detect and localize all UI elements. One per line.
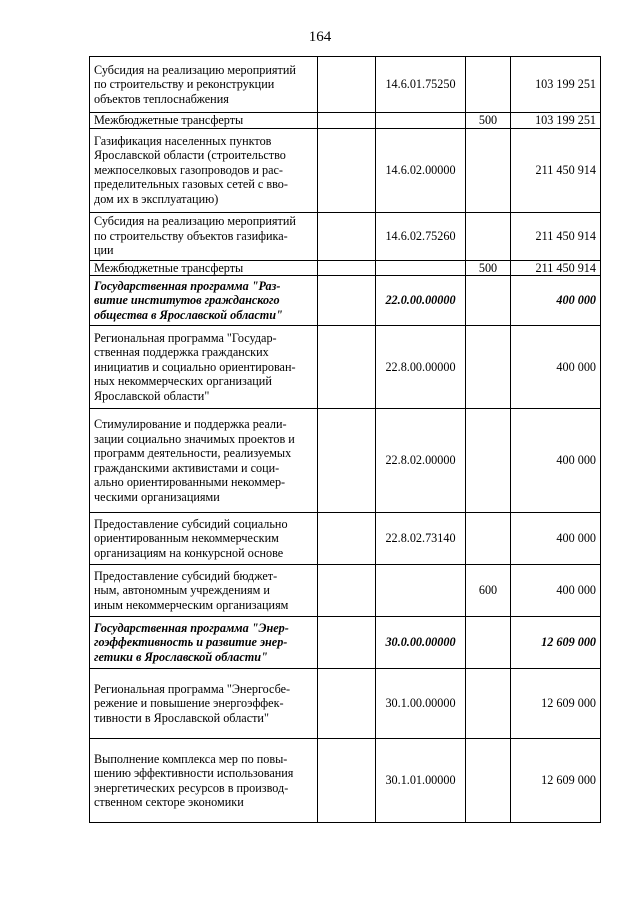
- page-number: 164: [308, 29, 332, 45]
- cell-name: Субсидия на реализацию мероприятий по строительству и реконструкции объектов теплоснабжения: [90, 57, 318, 113]
- cell-blank: [318, 617, 376, 669]
- budget-table: [89, 56, 601, 823]
- cell-code: 22.8.02.73140: [376, 513, 466, 565]
- cell-type: [466, 617, 511, 669]
- cell-sum: 12 609 000: [511, 617, 601, 669]
- cell-blank: [318, 212, 376, 260]
- cell-type: [466, 128, 511, 212]
- cell-name: Предоставление субсидий социально ориентированным некоммерческим организациям на конкурсной основе: [90, 513, 318, 565]
- cell-sum: 400 000: [511, 513, 601, 565]
- table-row: [90, 739, 601, 823]
- cell-blank: [318, 276, 376, 326]
- cell-sum: 103 199 251: [511, 113, 601, 129]
- cell-sum: 211 450 914: [511, 212, 601, 260]
- cell-name: Стимулирование и поддержка реали- зации социально значимых проектов и программ деятельности, реализуемых гражданскими активистами и соци- ально ориентированными некоммер- ческими организациями: [90, 409, 318, 513]
- cell-blank: [318, 669, 376, 739]
- cell-blank: [318, 565, 376, 617]
- cell-sum: 103 199 251: [511, 57, 601, 113]
- cell-type: [466, 326, 511, 409]
- cell-blank: [318, 260, 376, 276]
- cell-code: [376, 113, 466, 129]
- table-row: [90, 409, 601, 513]
- cell-name: Выполнение комплекса мер по повы- шению эффективности использования энергетических ресурсов в производ- ственном секторе экономики: [90, 739, 318, 823]
- cell-blank: [318, 409, 376, 513]
- table-row: [90, 513, 601, 565]
- cell-code: 14.6.02.00000: [376, 128, 466, 212]
- cell-name: Региональная программа "Энергосбе- режение и повышение энергоэффек- тивности в Ярославской области": [90, 669, 318, 739]
- cell-code: 30.0.00.00000: [376, 617, 466, 669]
- cell-name: Субсидия на реализацию мероприятий по строительству объектов газифика- ции: [90, 212, 318, 260]
- table-row: [90, 128, 601, 212]
- cell-sum: 211 450 914: [511, 260, 601, 276]
- cell-type: [466, 409, 511, 513]
- cell-name: Межбюджетные трансферты: [90, 113, 318, 129]
- table-row: [90, 57, 601, 113]
- cell-sum: 400 000: [511, 565, 601, 617]
- cell-blank: [318, 739, 376, 823]
- cell-sum: 12 609 000: [511, 739, 601, 823]
- cell-blank: [318, 513, 376, 565]
- table-row: [90, 260, 601, 276]
- table-row: [90, 669, 601, 739]
- cell-sum: 211 450 914: [511, 128, 601, 212]
- budget-table-body: [90, 57, 601, 823]
- table-row: [90, 212, 601, 260]
- table-row: [90, 276, 601, 326]
- cell-code: 22.8.02.00000: [376, 409, 466, 513]
- cell-code: [376, 260, 466, 276]
- cell-name: Предоставление субсидий бюджет- ным, автономным учреждениям и иным некоммерческим организациям: [90, 565, 318, 617]
- table-row: [90, 617, 601, 669]
- cell-type: [466, 513, 511, 565]
- cell-code: [376, 565, 466, 617]
- cell-code: 22.8.00.00000: [376, 326, 466, 409]
- cell-type: 600: [466, 565, 511, 617]
- cell-name: Газификация населенных пунктов Ярославской области (строительство межпоселковых газопроводов и рас- пределительных газовых сетей с вво- дом их в эксплуатацию): [90, 128, 318, 212]
- cell-blank: [318, 326, 376, 409]
- cell-type: [466, 669, 511, 739]
- cell-type: [466, 212, 511, 260]
- cell-code: 30.1.00.00000: [376, 669, 466, 739]
- cell-type: 500: [466, 260, 511, 276]
- cell-sum: 400 000: [511, 409, 601, 513]
- cell-sum: 400 000: [511, 326, 601, 409]
- cell-sum: 12 609 000: [511, 669, 601, 739]
- cell-name: Государственная программа "Раз- витие институтов гражданского общества в Ярославской области": [90, 276, 318, 326]
- cell-code: 14.6.02.75260: [376, 212, 466, 260]
- cell-type: 500: [466, 113, 511, 129]
- cell-blank: [318, 113, 376, 129]
- cell-code: 22.0.00.00000: [376, 276, 466, 326]
- table-row: [90, 326, 601, 409]
- cell-type: [466, 57, 511, 113]
- table-row: [90, 113, 601, 129]
- cell-type: [466, 276, 511, 326]
- cell-name: Межбюджетные трансферты: [90, 260, 318, 276]
- cell-blank: [318, 128, 376, 212]
- cell-code: 14.6.01.75250: [376, 57, 466, 113]
- cell-sum: 400 000: [511, 276, 601, 326]
- cell-blank: [318, 57, 376, 113]
- cell-code: 30.1.01.00000: [376, 739, 466, 823]
- table-row: [90, 565, 601, 617]
- cell-name: Государственная программа "Энер- гоэффективность и развитие энер- гетики в Ярославской области": [90, 617, 318, 669]
- cell-name: Региональная программа "Государ- ственная поддержка гражданских инициатив и социально ориентирован- ных некоммерческих организаций Ярославской области": [90, 326, 318, 409]
- cell-type: [466, 739, 511, 823]
